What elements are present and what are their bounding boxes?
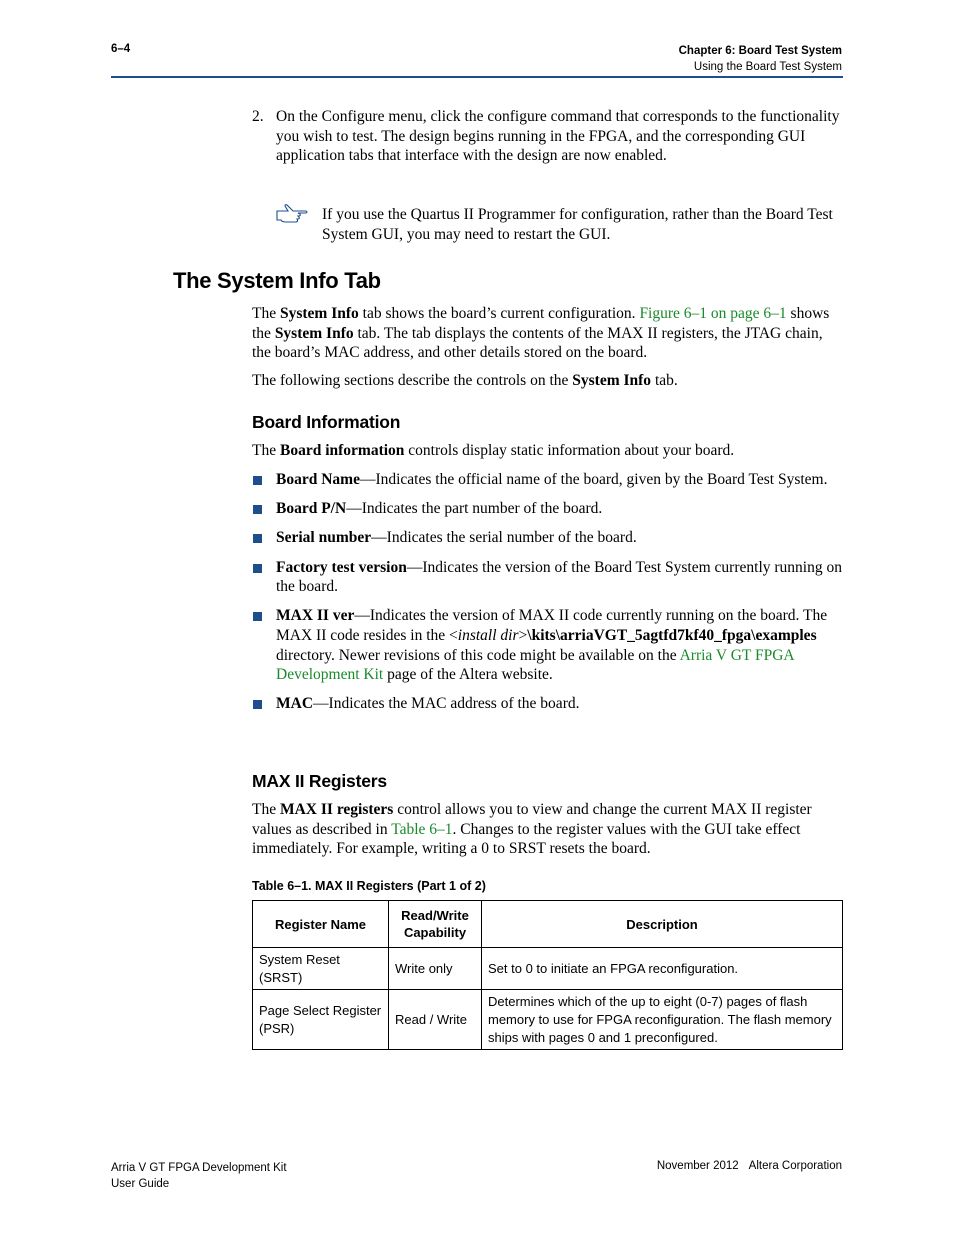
footer-publisher xyxy=(657,1160,842,1172)
table-cell: Read / Write xyxy=(389,990,482,1050)
figure-link[interactable]: Figure 6–1 on page 6–1 xyxy=(639,305,787,322)
list-item: Factory test version—Indicates the version of the Board Test System currently running on the board. xyxy=(252,558,842,597)
max-ii-registers-paragraph: The MAX II registers control allows you to view and change the current MAX II register values as described in Table 6–1. Changes to the register values with the GUI take effect immediately. For example, writing a 0 to SRST resets the board. xyxy=(252,801,812,858)
step-text: On the Configure menu, click the configure command that corresponds to the functionality you wish to test. The design begins running in the FPGA, and the corresponding GUI application tabs that interface with the design are now enabled. xyxy=(276,108,840,165)
column-header: Description xyxy=(482,901,843,948)
list-item: Board P/N—Indicates the part number of the board. xyxy=(252,499,842,519)
footer-doc-title: Arria V GT FPGA Development Kit xyxy=(111,1162,287,1174)
note-text: If you use the Quartus II Programmer for configuration, rather than the Board Test System GUI, you may need to restart the GUI. xyxy=(322,206,833,243)
list-item: Serial number—Indicates the serial number of the board. xyxy=(252,528,842,548)
chapter-title: Chapter 6: Board Test System xyxy=(678,45,842,57)
section-title: Using the Board Test System xyxy=(693,61,842,73)
table-row xyxy=(253,990,843,1050)
pointing-hand-icon xyxy=(276,203,308,225)
dev-kit-link[interactable]: Arria V GT FPGA Development Kit xyxy=(276,646,794,684)
table-link[interactable]: Table 6–1 xyxy=(391,820,453,838)
table-cell: Write only xyxy=(389,948,482,990)
list-item: MAX II ver—Indicates the version of MAX II code currently running on the board. The MAX II code resides in the <install dir>\kits\arriaVGT_5agtfd7kf40_fpga\examples directory. Newer revisions of this code might be available on the Arria V GT FPGA Development Kit page of the Altera website. xyxy=(252,606,842,684)
header-rule xyxy=(111,76,843,78)
table-row xyxy=(253,948,843,990)
footer-date: November 2012 xyxy=(656,1160,739,1172)
bullet-icon xyxy=(253,505,262,514)
system-info-paragraph: The System Info tab shows the board’s current configuration. Figure 6–1 on page 6–1 shows the System Info tab. The tab displays the contents of the MAX II registers, the JTAG chain, the board’s MAC address, and other details stored on the board. xyxy=(252,305,830,362)
table-cell: Page Select Register (PSR) xyxy=(253,990,389,1050)
running-header xyxy=(679,43,842,75)
bullet-icon xyxy=(253,534,262,543)
section-heading: The System Info Tab xyxy=(173,268,381,293)
column-header: Read/Write Capability xyxy=(389,901,482,948)
board-information-heading: Board Information xyxy=(252,412,401,432)
list-item: Board Name—Indicates the official name of the board, given by the Board Test System. xyxy=(252,470,842,490)
footer-company: Altera Corporation xyxy=(748,1160,842,1172)
table-header-row xyxy=(253,901,843,948)
board-information-intro: The Board information controls display static information about your board. xyxy=(252,442,735,459)
bullet-icon xyxy=(253,476,262,485)
table-cell: System Reset (SRST) xyxy=(253,948,389,990)
max-ii-registers-table xyxy=(252,900,843,1050)
list-item: MAC—Indicates the MAC address of the board. xyxy=(252,694,842,714)
table-cell: Set to 0 to initiate an FPGA reconfiguration. xyxy=(482,948,843,990)
board-information-list xyxy=(252,470,842,724)
max-ii-registers-heading: MAX II Registers xyxy=(252,771,387,791)
table-caption: Table 6–1. MAX II Registers (Part 1 of 2) xyxy=(252,879,486,893)
page-number: 6–4 xyxy=(111,43,131,55)
footer-document xyxy=(111,1160,287,1192)
column-header: Register Name xyxy=(253,901,389,948)
sections-intro-paragraph: The following sections describe the controls on the System Info tab. xyxy=(252,372,678,389)
table-cell: Determines which of the up to eight (0-7) pages of flash memory to use for FPGA reconfiguration. The flash memory ships with pages 0 and 1 preconfigured. xyxy=(482,990,843,1050)
bullet-icon xyxy=(253,700,262,709)
bullet-icon xyxy=(253,564,262,573)
bullet-icon xyxy=(253,612,262,621)
step-number: 2. xyxy=(252,108,264,125)
step-2 xyxy=(252,107,842,166)
footer-doc-type: User Guide xyxy=(111,1178,170,1190)
